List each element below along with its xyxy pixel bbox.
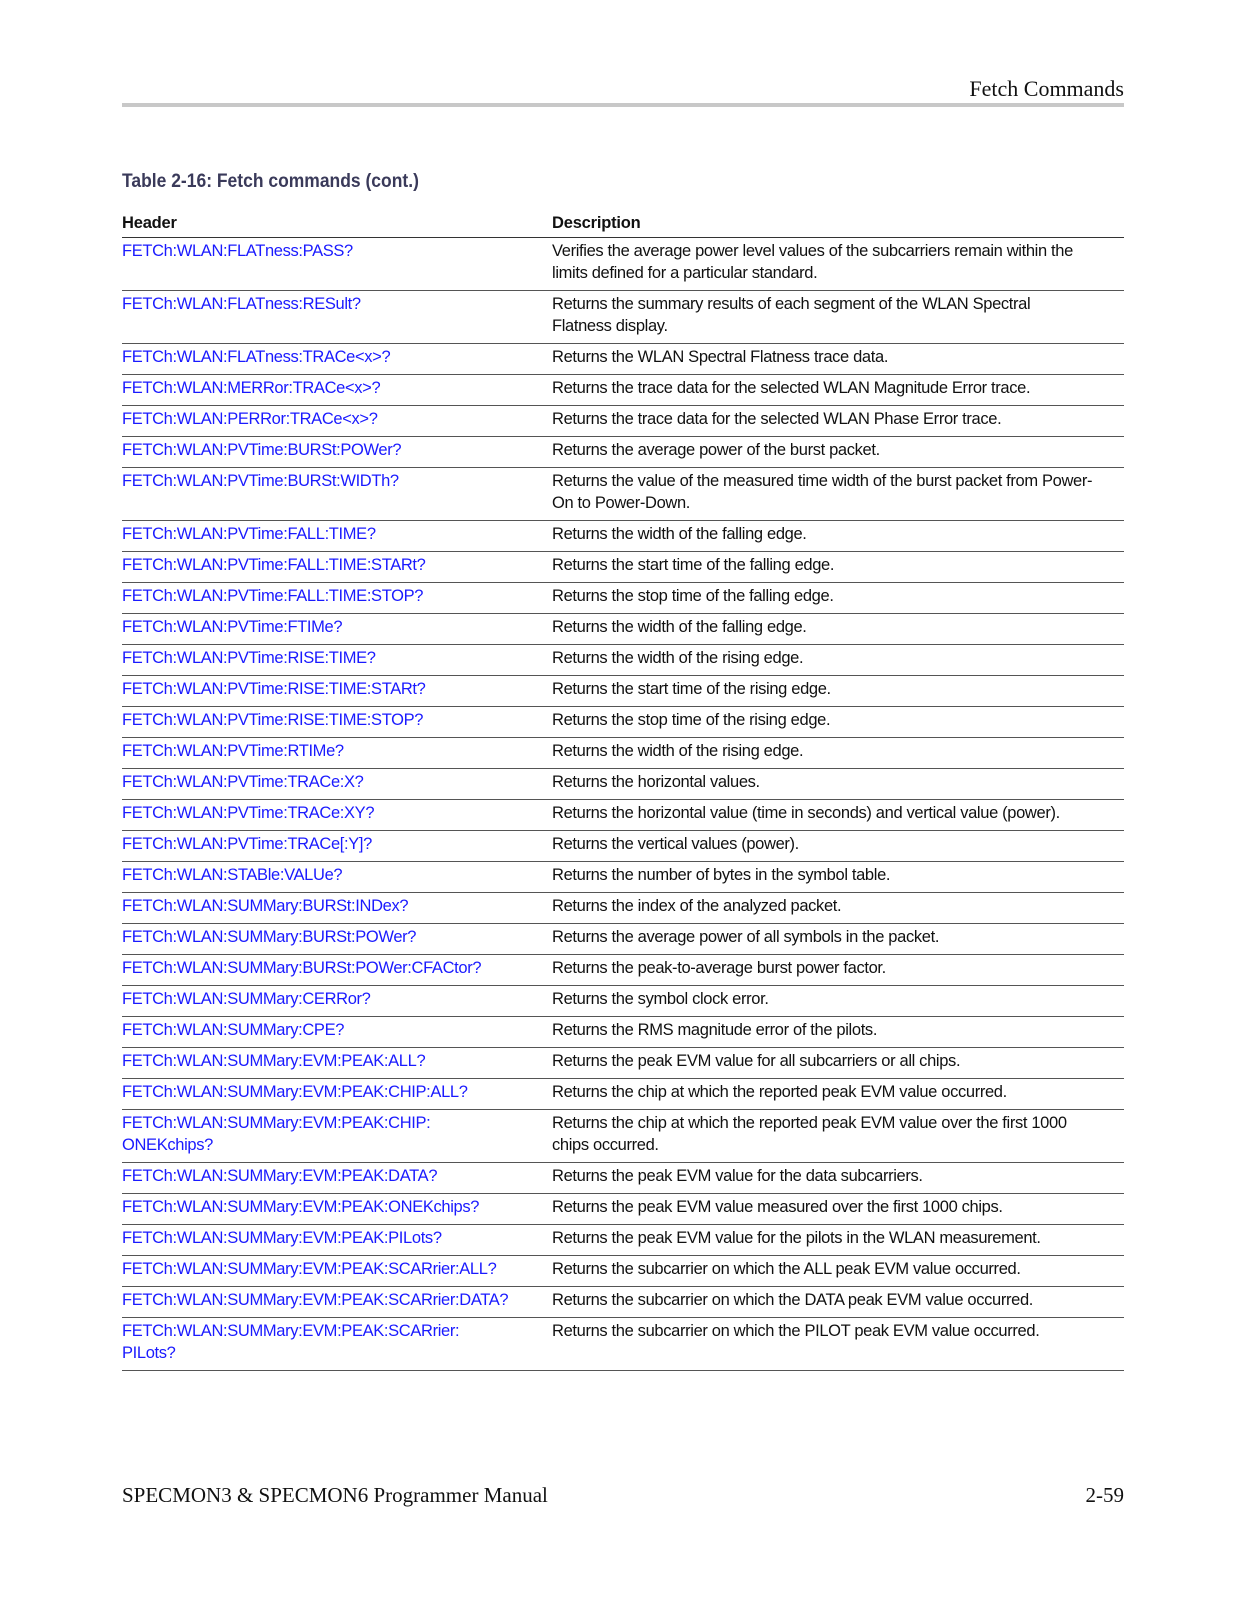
command-link[interactable]: FETCh:WLAN:SUMMary:BURSt:INDex? [122,897,409,915]
description-cell: Returns the width of the falling edge. [552,614,1124,645]
description-cell: Returns the trace data for the selected WLAN Phase Error trace. [552,406,1124,437]
table-header-row [122,211,1124,238]
description-cell: Returns the WLAN Spectral Flatness trace data. [552,344,1124,375]
command-cell [122,645,552,676]
command-link[interactable]: FETCh:WLAN:PVTime:RTIMe? [122,742,344,760]
header-rule [122,103,1124,107]
description-cell: Returns the peak EVM value measured over the first 1000 chips. [552,1194,1124,1225]
command-cell [122,468,552,521]
table-row [122,1194,1124,1225]
description-cell: Returns the width of the rising edge. [552,738,1124,769]
command-cell [122,344,552,375]
footer-page-number: 2-59 [1085,1483,1124,1507]
command-cell [122,924,552,955]
description-cell: Returns the start time of the rising edge. [552,676,1124,707]
table-row [122,614,1124,645]
command-link[interactable]: FETCh:WLAN:SUMMary:EVM:PEAK:ALL? [122,1052,426,1070]
table-row [122,862,1124,893]
command-cell [122,583,552,614]
command-link[interactable]: FETCh:WLAN:PVTime:RISE:TIME:STOP? [122,711,424,729]
command-link[interactable]: FETCh:WLAN:PERRor:TRACe<x>? [122,410,378,428]
description-cell: Returns the trace data for the selected WLAN Magnitude Error trace. [552,375,1124,406]
table-row [122,1225,1124,1256]
table-row [122,375,1124,406]
table-row [122,406,1124,437]
command-cell [122,986,552,1017]
command-cell [122,676,552,707]
command-link[interactable]: FETCh:WLAN:FLATness:PASS? [122,242,353,260]
table-row [122,1017,1124,1048]
command-cell [122,1017,552,1048]
command-cell [122,1287,552,1318]
table-row [122,1110,1124,1163]
table-row [122,291,1124,344]
command-cell [122,1194,552,1225]
command-link[interactable]: FETCh:WLAN:SUMMary:EVM:PEAK:CHIP:ALL? [122,1083,468,1101]
description-cell: Returns the subcarrier on which the DATA peak EVM value occurred. [552,1287,1124,1318]
description-cell: Returns the average power of all symbols in the packet. [552,924,1124,955]
table-row [122,1048,1124,1079]
description-cell: Returns the summary results of each segment of the WLAN Spectral Flatness display. [552,291,1124,344]
command-link[interactable]: FETCh:WLAN:PVTime:FALL:TIME? [122,525,376,543]
table-caption: Table 2-16: Fetch commands (cont.) [122,171,419,192]
command-link[interactable]: FETCh:WLAN:PVTime:TRACe:XY? [122,804,375,822]
command-link[interactable]: FETCh:WLAN:SUMMary:CPE? [122,1021,345,1039]
command-link[interactable]: FETCh:WLAN:PVTime:RISE:TIME:STARt? [122,680,426,698]
command-link[interactable]: FETCh:WLAN:SUMMary:EVM:PEAK:CHIP: ONEKchips? [122,1114,431,1154]
description-cell: Returns the horizontal value (time in seconds) and vertical value (power). [552,800,1124,831]
table-row [122,521,1124,552]
command-cell [122,406,552,437]
command-cell [122,831,552,862]
description-cell: Verifies the average power level values of the subcarriers remain within the limits defined for a particular standard. [552,238,1124,291]
command-cell [122,614,552,645]
table-row [122,986,1124,1017]
command-link[interactable]: FETCh:WLAN:SUMMary:CERRor? [122,990,371,1008]
command-link[interactable]: FETCh:WLAN:PVTime:BURSt:WIDTh? [122,472,399,490]
command-cell [122,1225,552,1256]
table-row [122,1256,1124,1287]
command-link[interactable]: FETCh:WLAN:FLATness:RESult? [122,295,361,313]
command-cell [122,1110,552,1163]
description-cell: Returns the peak EVM value for all subcarriers or all chips. [552,1048,1124,1079]
description-cell: Returns the peak-to-average burst power factor. [552,955,1124,986]
table-row [122,769,1124,800]
column-header-header: Header [122,211,552,238]
command-link[interactable]: FETCh:WLAN:SUMMary:EVM:PEAK:PILots? [122,1229,442,1247]
command-link[interactable]: FETCh:WLAN:SUMMary:EVM:PEAK:SCARrier:DATA? [122,1291,509,1309]
command-cell [122,238,552,291]
command-cell [122,1256,552,1287]
command-link[interactable]: FETCh:WLAN:PVTime:FALL:TIME:STARt? [122,556,426,574]
running-head: Fetch Commands [969,76,1124,101]
footer-manual-title: SPECMON3 & SPECMON6 Programmer Manual [122,1483,548,1507]
command-link[interactable]: FETCh:WLAN:STABle:VALUe? [122,866,343,884]
command-cell [122,769,552,800]
table-row [122,831,1124,862]
command-cell [122,800,552,831]
description-cell: Returns the width of the rising edge. [552,645,1124,676]
description-cell: Returns the average power of the burst packet. [552,437,1124,468]
table-body [122,238,1124,1371]
description-cell: Returns the peak EVM value for the pilots in the WLAN measurement. [552,1225,1124,1256]
table-row [122,738,1124,769]
table-row [122,1287,1124,1318]
table-row [122,955,1124,986]
command-link[interactable]: FETCh:WLAN:SUMMary:BURSt:POWer:CFACtor? [122,959,482,977]
command-link[interactable]: FETCh:WLAN:PVTime:TRACe[:Y]? [122,835,372,853]
command-cell [122,1079,552,1110]
table-row [122,1163,1124,1194]
command-cell [122,1048,552,1079]
description-cell: Returns the number of bytes in the symbol table. [552,862,1124,893]
command-cell [122,893,552,924]
description-cell: Returns the index of the analyzed packet. [552,893,1124,924]
description-cell: Returns the stop time of the rising edge. [552,707,1124,738]
description-cell: Returns the horizontal values. [552,769,1124,800]
fetch-commands-table [122,211,1124,1371]
command-link[interactable]: FETCh:WLAN:PVTime:BURSt:POWer? [122,441,402,459]
description-cell: Returns the width of the falling edge. [552,521,1124,552]
command-cell [122,707,552,738]
table-row [122,707,1124,738]
table-row [122,645,1124,676]
command-link[interactable]: FETCh:WLAN:MERRor:TRACe<x>? [122,379,381,397]
description-cell: Returns the value of the measured time width of the burst packet from Power-On to Power-Down. [552,468,1124,521]
command-link[interactable]: FETCh:WLAN:SUMMary:BURSt:POWer? [122,928,417,946]
table-row [122,468,1124,521]
command-cell [122,738,552,769]
command-link[interactable]: FETCh:WLAN:SUMMary:EVM:PEAK:DATA? [122,1167,438,1185]
description-cell: Returns the chip at which the reported peak EVM value occurred. [552,1079,1124,1110]
table-row [122,924,1124,955]
command-link[interactable]: FETCh:WLAN:SUMMary:EVM:PEAK:SCARrier:ALL? [122,1260,497,1278]
table-row [122,583,1124,614]
command-link[interactable]: FETCh:WLAN:FLATness:TRACe<x>? [122,348,391,366]
description-cell: Returns the vertical values (power). [552,831,1124,862]
command-link[interactable]: FETCh:WLAN:PVTime:TRACe:X? [122,773,364,791]
description-cell: Returns the peak EVM value for the data subcarriers. [552,1163,1124,1194]
column-header-description: Description [552,211,1124,238]
description-cell: Returns the chip at which the reported peak EVM value over the first 1000 chips occurred. [552,1110,1124,1163]
table-row [122,800,1124,831]
command-cell [122,375,552,406]
command-cell [122,862,552,893]
description-cell: Returns the start time of the falling edge. [552,552,1124,583]
table-row [122,893,1124,924]
command-cell [122,1318,552,1371]
command-cell [122,955,552,986]
command-link[interactable]: FETCh:WLAN:SUMMary:EVM:PEAK:SCARrier: PILots? [122,1322,460,1362]
table-row [122,552,1124,583]
description-cell: Returns the subcarrier on which the PILOT peak EVM value occurred. [552,1318,1124,1371]
command-cell [122,552,552,583]
description-cell: Returns the stop time of the falling edge. [552,583,1124,614]
table-row [122,1318,1124,1371]
command-cell [122,291,552,344]
description-cell: Returns the RMS magnitude error of the pilots. [552,1017,1124,1048]
table-row [122,344,1124,375]
command-link[interactable]: FETCh:WLAN:PVTime:RISE:TIME? [122,649,376,667]
command-cell [122,521,552,552]
command-link[interactable]: FETCh:WLAN:PVTime:FTIMe? [122,618,343,636]
command-cell [122,437,552,468]
table-row [122,238,1124,291]
description-cell: Returns the subcarrier on which the ALL peak EVM value occurred. [552,1256,1124,1287]
command-cell [122,1163,552,1194]
table-row [122,437,1124,468]
command-link[interactable]: FETCh:WLAN:SUMMary:EVM:PEAK:ONEKchips? [122,1198,480,1216]
table-row [122,1079,1124,1110]
table-row [122,676,1124,707]
description-cell: Returns the symbol clock error. [552,986,1124,1017]
command-link[interactable]: FETCh:WLAN:PVTime:FALL:TIME:STOP? [122,587,424,605]
